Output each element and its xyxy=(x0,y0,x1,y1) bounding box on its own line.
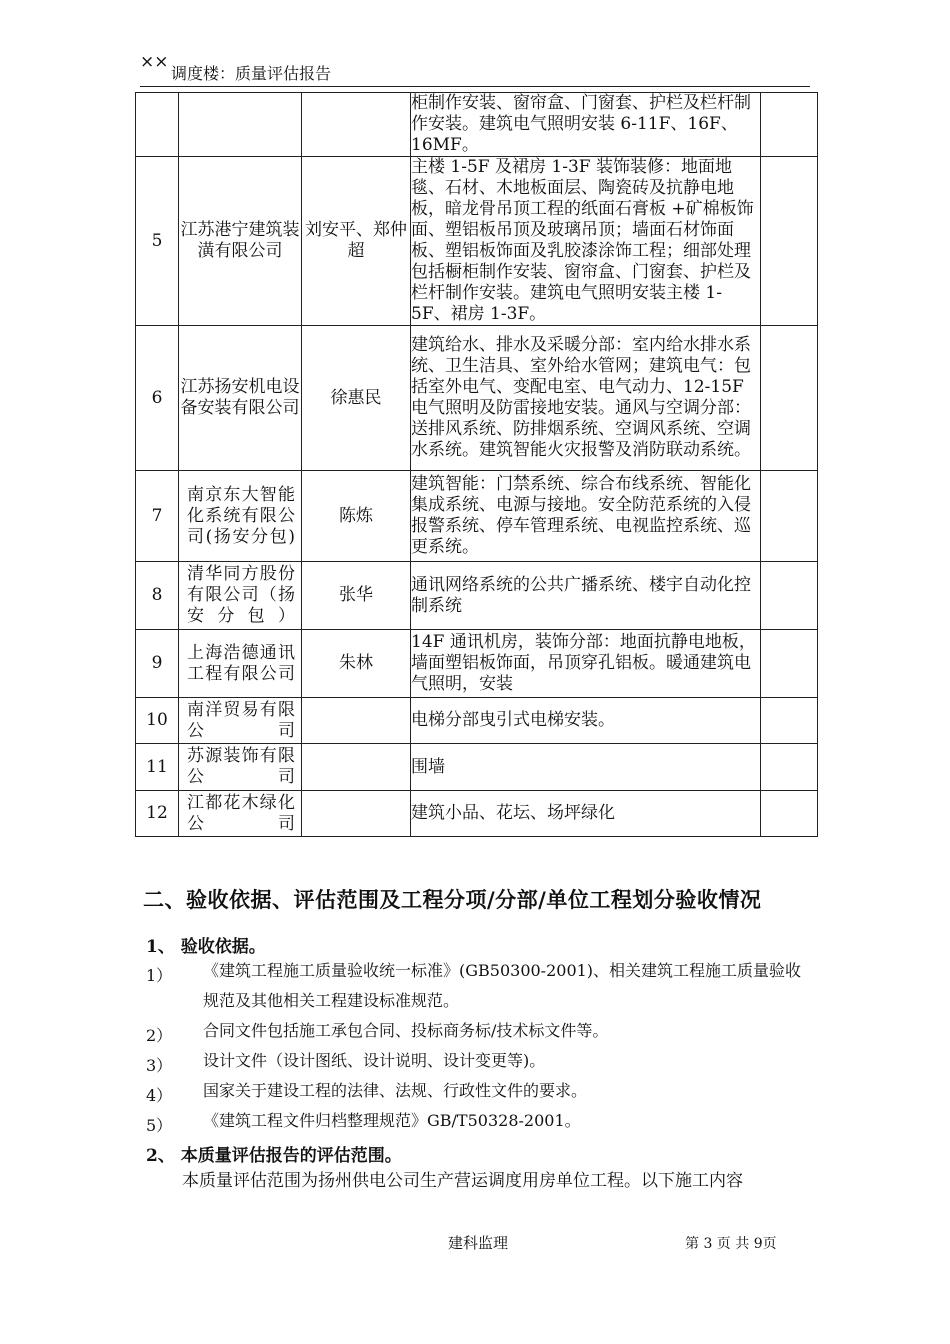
contact-person: 朱林 xyxy=(302,630,411,698)
row-number: 7 xyxy=(136,471,179,562)
contractor-table xyxy=(135,92,818,837)
item-number: 2） xyxy=(146,1026,173,1045)
subsection-basis-title: 1、 验收依据。 xyxy=(146,937,266,957)
contact-person: 徐惠民 xyxy=(302,326,411,471)
contact-person xyxy=(302,698,411,744)
table-row xyxy=(136,791,818,837)
work-scope: 围墙 xyxy=(411,744,761,791)
section-title: 二、验收依据、评估范围及工程分项/分部/单位工程划分验收情况 xyxy=(143,887,762,912)
table-row xyxy=(136,93,818,157)
item-text: 国家关于建设工程的法律、法规、行政性文件的要求。 xyxy=(203,1081,588,1100)
work-scope: 主楼 1-5F 及裙房 1-3F 装饰装修：地面地毯、石材、木地板面层、陶瓷砖及抗静电地板，暗龙骨吊顶工程的纸面石膏板 +矿棉板饰面、塑铝板吊顶及玻璃吊顶；墙面石材饰面板、塑铝板饰面及乳胶漆涂饰工程；细部处理包括橱柜制作安装、窗帘盒、门窗套、护栏及栏杆制作安装。建筑电气照明安装主楼 1-5F、裙房 1-3F。 xyxy=(411,157,761,326)
subsection-scope-title: 2、 本质量评估报告的评估范围。 xyxy=(146,1146,402,1166)
company-name xyxy=(179,93,302,157)
row-number: 8 xyxy=(136,562,179,630)
item-number: 4） xyxy=(146,1086,173,1105)
header-title: 调度楼：质量评估报告 xyxy=(171,64,332,83)
work-scope: 通讯网络系统的公共广播系统、楼宇自动化控制系统 xyxy=(411,562,761,630)
company-name: 江都花木绿化公司 xyxy=(179,791,302,837)
item-text: 《建筑工程施工质量验收统一标准》(GB50300-2001)、相关建筑工程施工质量验收规范及其他相关工程建设标准规范。 xyxy=(203,961,802,1010)
contact-person: 陈炼 xyxy=(302,471,411,562)
remark-cell xyxy=(761,471,818,562)
work-scope: 建筑给水、排水及采暖分部：室内给水排水系统、卫生洁具、室外给水管网；建筑电气：包括室外电气、变配电室、电气动力、12-15F 电气照明及防雷接地安装。通风与空调分部：送排风系统、防排烟系统、空调风系统、空调水系统。建筑智能火灾报警及消防联动系统。 xyxy=(411,326,761,471)
work-scope: 建筑小品、花坛、场坪绿化 xyxy=(411,791,761,837)
table-row xyxy=(136,326,818,471)
remark-cell xyxy=(761,562,818,630)
row-number: 10 xyxy=(136,698,179,744)
contact-person xyxy=(302,744,411,791)
work-scope: 14F 通讯机房，装饰分部：地面抗静电地板，墙面塑铝板饰面，吊顶穿孔铝板。暖通建筑电气照明，安装 xyxy=(411,630,761,698)
remark-cell xyxy=(761,791,818,837)
contact-person: 刘安平、郑仲超 xyxy=(302,157,411,326)
row-number: 12 xyxy=(136,791,179,837)
work-scope: 建筑智能：门禁系统、综合布线系统、智能化集成系统、电源与接地。安全防范系统的入侵报警系统、停车管理系统、电视监控系统、巡更系统。 xyxy=(411,471,761,562)
remark-cell xyxy=(761,744,818,791)
remark-cell xyxy=(761,630,818,698)
contact-person: 张华 xyxy=(302,562,411,630)
table-row xyxy=(136,698,818,744)
scope-paragraph: 本质量评估范围为扬州供电公司生产营运调度用房单位工程。以下施工内容 xyxy=(182,1171,743,1191)
company-name: 清华同方股份有限公司（扬安分包） xyxy=(179,562,302,630)
item-number: 3） xyxy=(146,1056,173,1075)
item-text: 《建筑工程文件归档整理规范》GB/T50328-2001。 xyxy=(203,1111,581,1130)
company-name: 江苏扬安机电设备安装有限公司 xyxy=(179,326,302,471)
remark-cell xyxy=(761,326,818,471)
footer-company: 建科监理 xyxy=(448,1234,509,1252)
item-number: 1） xyxy=(146,966,173,985)
row-number xyxy=(136,93,179,157)
row-number: 5 xyxy=(136,157,179,326)
work-scope: 柜制作安装、窗帘盒、门窗套、护栏及栏杆制作安装。建筑电气照明安装 6-11F、16F、16MF。 xyxy=(411,93,761,157)
header-xx: ×× xyxy=(140,52,169,72)
remark-cell xyxy=(761,93,818,157)
footer-page-number: 第 3 页 共 9页 xyxy=(685,1236,777,1252)
row-number: 11 xyxy=(136,744,179,791)
company-name: 苏源装饰有限公司 xyxy=(179,744,302,791)
contact-person xyxy=(302,791,411,837)
company-name: 江苏港宁建筑装潢有限公司 xyxy=(179,157,302,326)
company-name: 南京东大智能化系统有限公司(扬安分包) xyxy=(179,471,302,562)
row-number: 9 xyxy=(136,630,179,698)
table-row xyxy=(136,744,818,791)
remark-cell xyxy=(761,157,818,326)
company-name: 南洋贸易有限公司 xyxy=(179,698,302,744)
item-text: 合同文件包括施工承包合同、投标商务标/技术标文件等。 xyxy=(203,1021,609,1040)
table-row xyxy=(136,471,818,562)
row-number: 6 xyxy=(136,326,179,471)
table-row xyxy=(136,157,818,326)
table-row xyxy=(136,630,818,698)
contact-person xyxy=(302,93,411,157)
work-scope: 电梯分部曳引式电梯安装。 xyxy=(411,698,761,744)
company-name: 上海浩德通讯工程有限公司 xyxy=(179,630,302,698)
table-row xyxy=(136,562,818,630)
item-number: 5） xyxy=(146,1116,173,1135)
page-header xyxy=(140,52,810,87)
item-text: 设计文件（设计图纸、设计说明、设计变更等)。 xyxy=(203,1051,546,1070)
remark-cell xyxy=(761,698,818,744)
